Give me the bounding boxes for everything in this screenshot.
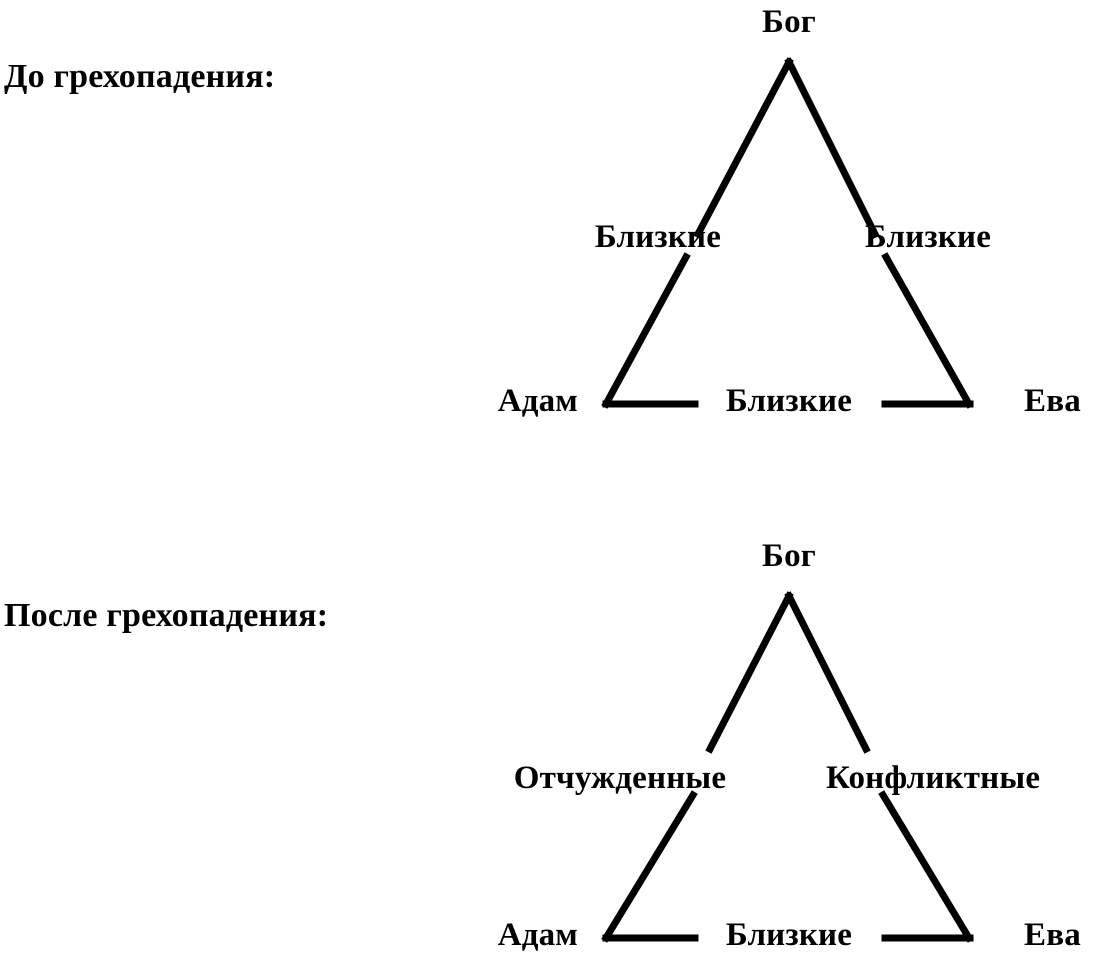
edge-god-adam-upper-after (710, 596, 789, 749)
edge-god-eve-lower (886, 257, 969, 404)
edge-label-left-after: Отчужденные (513, 760, 727, 796)
edge-label-base-before: Близкие (725, 383, 853, 419)
edge-god-adam-lower-after (606, 795, 693, 938)
edge-god-eve-upper (789, 62, 875, 234)
vertex-label-adam-after: Адам (497, 917, 578, 953)
edge-god-adam-lower (606, 257, 686, 404)
edge-label-right-before: Близкие (864, 219, 992, 255)
apex-label-god-after: Бог (762, 538, 816, 574)
edge-label-base-after: Близкие (725, 917, 853, 953)
apex-label-god-before: Бог (762, 4, 816, 40)
caption-after-fall: После грехопадения: (4, 597, 329, 634)
edge-label-right-after: Конфликтные (826, 760, 1041, 796)
edge-god-adam-upper (698, 62, 789, 234)
vertex-label-eve-after: Ева (1024, 917, 1081, 953)
edge-label-left-before: Близкие (594, 219, 722, 255)
vertex-label-eve-before: Ева (1024, 383, 1081, 419)
caption-before-fall: До грехопадения: (4, 58, 276, 95)
edge-god-eve-upper-after (789, 596, 866, 749)
vertex-label-adam-before: Адам (497, 383, 578, 419)
edge-god-eve-lower-after (883, 795, 969, 938)
